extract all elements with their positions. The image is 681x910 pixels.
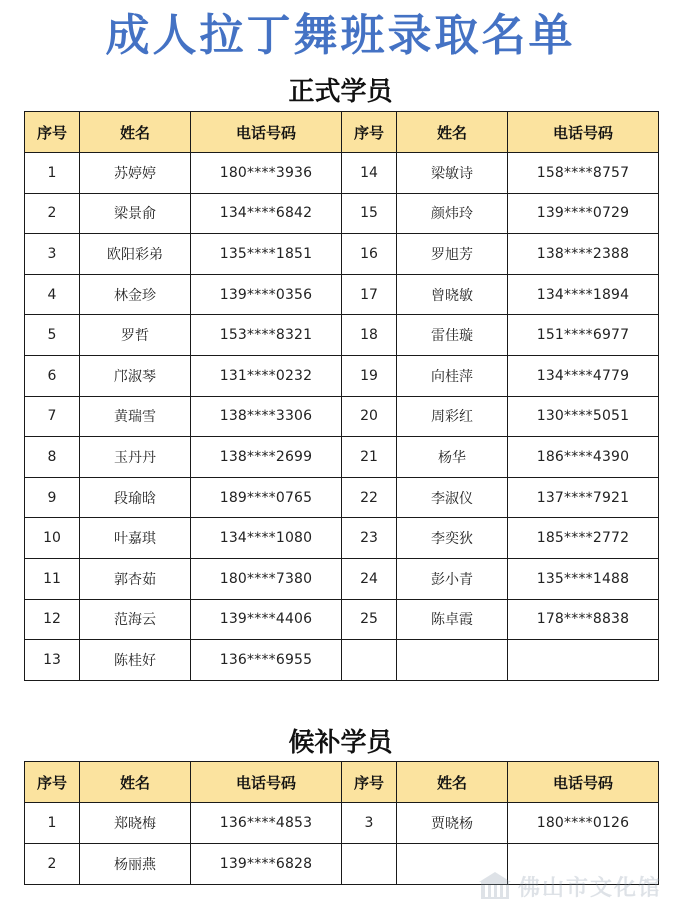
student-name: 梁敏诗 xyxy=(397,153,508,194)
student-phone: 134****4779 xyxy=(508,355,659,396)
student-seq: 11 xyxy=(25,558,80,599)
watermark xyxy=(478,866,678,906)
student-seq: 16 xyxy=(342,234,397,275)
student-phone: 135****1488 xyxy=(508,558,659,599)
student-name: 郑晓梅 xyxy=(80,803,191,844)
student-name: 欧阳彩弟 xyxy=(80,234,191,275)
student-phone: 134****1080 xyxy=(191,518,342,559)
student-phone: 136****4853 xyxy=(191,803,342,844)
empty-cell xyxy=(508,640,659,681)
formal-students-title: 正式学员 xyxy=(288,77,393,107)
table-row xyxy=(25,599,659,640)
student-phone: 138****3306 xyxy=(191,396,342,437)
student-phone: 186****4390 xyxy=(508,437,659,478)
table-row xyxy=(25,518,659,559)
table-row xyxy=(25,640,659,681)
header-name: 姓名 xyxy=(80,762,191,803)
table-row xyxy=(25,193,659,234)
student-seq: 25 xyxy=(342,599,397,640)
student-phone: 153****8321 xyxy=(191,315,342,356)
table-header-row xyxy=(25,762,659,803)
table-row xyxy=(25,274,659,315)
student-seq: 24 xyxy=(342,558,397,599)
table-header-row xyxy=(25,112,659,153)
student-phone: 139****6828 xyxy=(191,844,342,885)
student-seq: 19 xyxy=(342,355,397,396)
header-phone: 电话号码 xyxy=(191,762,342,803)
student-seq: 2 xyxy=(25,193,80,234)
table-row xyxy=(25,803,659,844)
header-phone: 电话号码 xyxy=(508,112,659,153)
student-name: 向桂萍 xyxy=(397,355,508,396)
student-phone: 180****7380 xyxy=(191,558,342,599)
student-name: 陈桂好 xyxy=(80,640,191,681)
header-seq: 序号 xyxy=(25,112,80,153)
header-name: 姓名 xyxy=(397,112,508,153)
student-phone: 137****7921 xyxy=(508,477,659,518)
student-name: 杨华 xyxy=(397,437,508,478)
student-name: 梁景俞 xyxy=(80,193,191,234)
student-phone: 138****2388 xyxy=(508,234,659,275)
table-row xyxy=(25,153,659,194)
student-seq: 13 xyxy=(25,640,80,681)
student-name: 叶嘉琪 xyxy=(80,518,191,559)
student-phone: 131****0232 xyxy=(191,355,342,396)
table-row xyxy=(25,315,659,356)
student-seq: 8 xyxy=(25,437,80,478)
student-name: 雷佳璇 xyxy=(397,315,508,356)
student-phone: 185****2772 xyxy=(508,518,659,559)
student-seq: 15 xyxy=(342,193,397,234)
student-seq: 18 xyxy=(342,315,397,356)
student-phone: 130****5051 xyxy=(508,396,659,437)
student-name: 范海云 xyxy=(80,599,191,640)
student-phone: 135****1851 xyxy=(191,234,342,275)
student-name: 颜炜玲 xyxy=(397,193,508,234)
student-name: 陈卓霞 xyxy=(397,599,508,640)
empty-cell xyxy=(342,844,397,885)
building-logo-icon xyxy=(478,869,512,903)
student-seq: 22 xyxy=(342,477,397,518)
student-name: 李奕狄 xyxy=(397,518,508,559)
student-name: 曾晓敏 xyxy=(397,274,508,315)
student-name: 贾晓杨 xyxy=(397,803,508,844)
watermark-text: 佛山市文化馆 xyxy=(518,875,663,901)
student-phone: 189****0765 xyxy=(191,477,342,518)
student-name: 邝淑琴 xyxy=(80,355,191,396)
student-seq: 1 xyxy=(25,153,80,194)
empty-cell xyxy=(342,640,397,681)
student-name: 李淑仪 xyxy=(397,477,508,518)
student-phone: 180****0126 xyxy=(508,803,659,844)
student-name: 周彩红 xyxy=(397,396,508,437)
header-seq: 序号 xyxy=(25,762,80,803)
student-seq: 21 xyxy=(342,437,397,478)
student-name: 杨丽燕 xyxy=(80,844,191,885)
empty-cell xyxy=(397,640,508,681)
table-row xyxy=(25,437,659,478)
table-row xyxy=(25,558,659,599)
table-row xyxy=(25,234,659,275)
table-row xyxy=(25,355,659,396)
student-name: 黄瑞雪 xyxy=(80,396,191,437)
student-seq: 9 xyxy=(25,477,80,518)
student-seq: 7 xyxy=(25,396,80,437)
header-phone: 电话号码 xyxy=(508,762,659,803)
student-phone: 180****3936 xyxy=(191,153,342,194)
formal-students-table xyxy=(24,111,659,681)
student-phone: 134****1894 xyxy=(508,274,659,315)
student-phone: 151****6977 xyxy=(508,315,659,356)
student-seq: 4 xyxy=(25,274,80,315)
page-title: 成人拉丁舞班录取名单 xyxy=(105,10,576,61)
table-row xyxy=(25,477,659,518)
student-phone: 138****2699 xyxy=(191,437,342,478)
student-name: 苏婷婷 xyxy=(80,153,191,194)
header-seq: 序号 xyxy=(342,762,397,803)
student-phone: 158****8757 xyxy=(508,153,659,194)
header-name: 姓名 xyxy=(80,112,191,153)
student-phone: 139****4406 xyxy=(191,599,342,640)
student-name: 段瑜晗 xyxy=(80,477,191,518)
student-name: 彭小青 xyxy=(397,558,508,599)
student-name: 郭杏茹 xyxy=(80,558,191,599)
header-seq: 序号 xyxy=(342,112,397,153)
student-name: 玉丹丹 xyxy=(80,437,191,478)
student-name: 罗旭芳 xyxy=(397,234,508,275)
student-seq: 2 xyxy=(25,844,80,885)
student-seq: 5 xyxy=(25,315,80,356)
student-name: 林金珍 xyxy=(80,274,191,315)
header-name: 姓名 xyxy=(397,762,508,803)
student-phone: 134****6842 xyxy=(191,193,342,234)
student-seq: 20 xyxy=(342,396,397,437)
student-phone: 139****0356 xyxy=(191,274,342,315)
student-seq: 1 xyxy=(25,803,80,844)
table-row xyxy=(25,396,659,437)
waitlist-students-title: 候补学员 xyxy=(288,728,393,758)
student-phone: 139****0729 xyxy=(508,193,659,234)
student-seq: 14 xyxy=(342,153,397,194)
student-seq: 10 xyxy=(25,518,80,559)
student-phone: 178****8838 xyxy=(508,599,659,640)
student-seq: 6 xyxy=(25,355,80,396)
student-seq: 3 xyxy=(342,803,397,844)
student-seq: 3 xyxy=(25,234,80,275)
student-seq: 23 xyxy=(342,518,397,559)
student-name: 罗哲 xyxy=(80,315,191,356)
header-phone: 电话号码 xyxy=(191,112,342,153)
student-seq: 17 xyxy=(342,274,397,315)
student-seq: 12 xyxy=(25,599,80,640)
student-phone: 136****6955 xyxy=(191,640,342,681)
